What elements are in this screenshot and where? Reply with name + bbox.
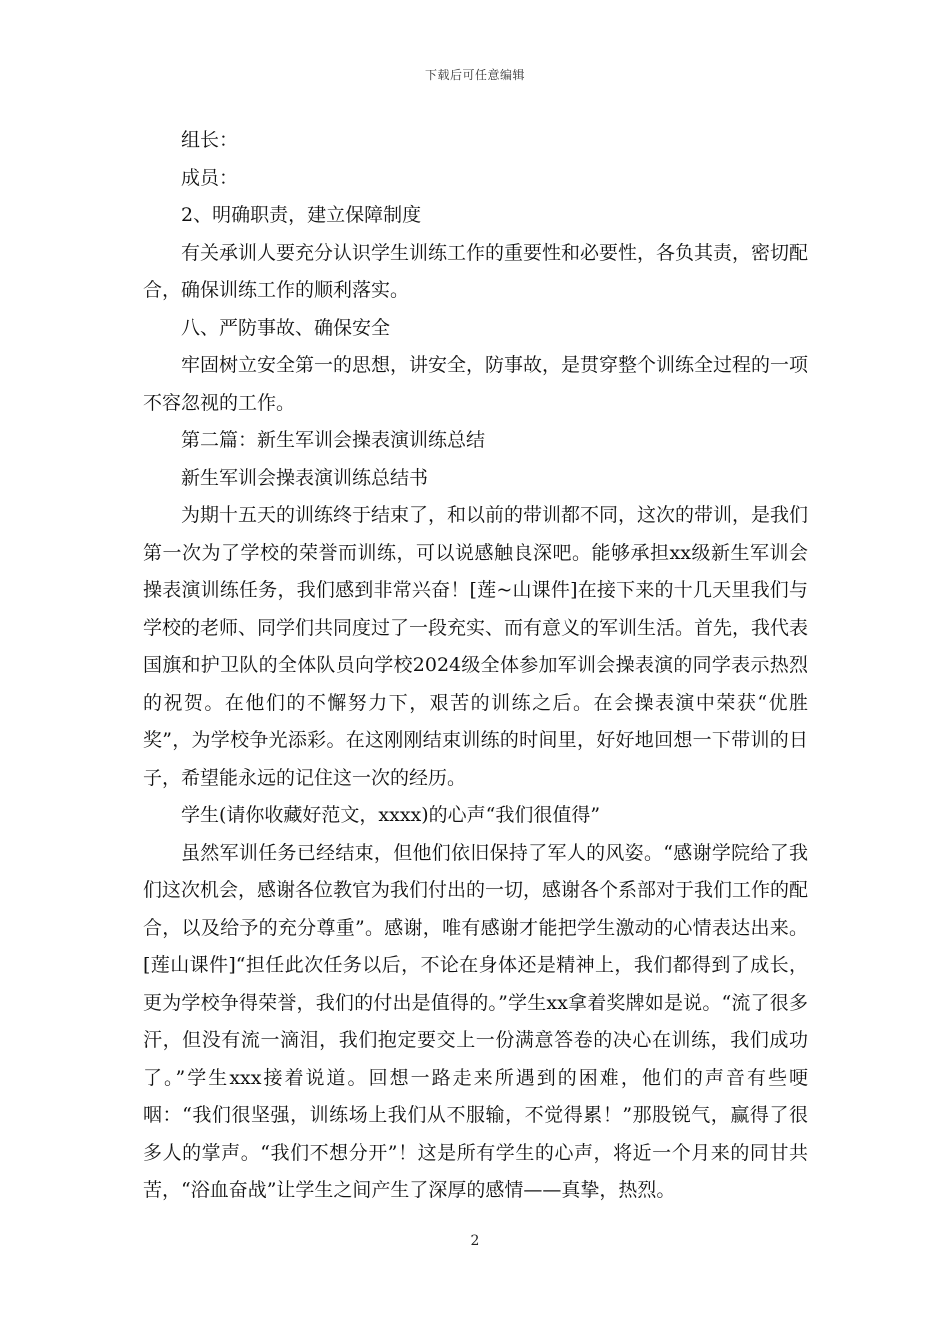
page-header: 下载后可任意编辑 <box>424 68 525 82</box>
paragraph-section-2: 2、明确职责，建立保障制度 <box>181 204 422 226</box>
page-number: 2 <box>470 1233 480 1249</box>
paragraph-responsibility: 有关承训人要充分认识学生训练工作的重要性和必要性，各负其责，密切配合，确保训练工作的顺利落实。 <box>143 241 809 301</box>
paragraph-chapter-title: 第二篇：新生军训会操表演训练总结 <box>181 429 486 451</box>
paragraph-members: 成员： <box>181 166 239 189</box>
document-body <box>143 122 808 1210</box>
paragraph-section-8: 八、严防事故、确保安全 <box>181 316 391 339</box>
paragraph-summary-title: 新生军训会操表演训练总结书 <box>181 466 429 489</box>
paragraph-safety: 牢固树立安全第一的思想，讲安全，防事故，是贯穿整个训练全过程的一项不容忽视的工作。 <box>143 354 809 414</box>
paragraph-training-summary: 为期十五天的训练终于结束了，和以前的带训都不同，这次的带训，是我们第一次为了学校的荣誉而训练，可以说感触良深吧。能够承担xx级新生军训会操表演训练任务，我们感到非常兴奋！[莲~山课件]在接下来的十几天里我们与学校的老师、同学们共同度过了一段充实、而有意义的军训生活。首先，我代表国旗和护卫队的全体队员向学校2024级全体参加军训会操表演的同学表示热烈的祝贺。在他们的不懈努力下，艰苦的训练之后。在会操表演中荣获“优胜奖”，为学校争光添彩。在这刚刚结束训练的时间里，好好地回想一下带训的日子，希望能永远的记住这一次的经历。 <box>143 504 809 789</box>
paragraph-student-voice: 虽然军训任务已经结束，但他们依旧保持了军人的风姿。“感谢学院给了我们这次机会，感谢各位教官为我们付出的一切，感谢各个系部对于我们工作的配合，以及给予的充分尊重”。感谢，唯有感谢才能把学生激动的心情表达出来。[莲山课件]“担任此次任务以后，不论在身体还是精神上，我们都得到了成长，更为学校争得荣誉，我们的付出是值得的。”学生xx拿着奖牌如是说。“流了很多汗，但没有流一滴泪，我们抱定要交上一份满意答卷的决心在训练，我们成功了。”学生xxx接着说道。回想一路走来所遇到的困难，他们的声音有些哽咽：“我们很坚强，训练场上我们从不服输，不觉得累！”那股锐气，赢得了很多人的掌声。“我们不想分开”！这是所有学生的心声，将近一个月来的同甘共苦，“浴血奋战”让学生之间产生了深厚的感情——真挚，热烈。 <box>143 841 809 1201</box>
paragraph-leader: 组长： <box>181 129 239 151</box>
paragraph-student-voice-heading: 学生(请你收藏好范文，xxxx)的心声“我们很值得” <box>181 804 601 826</box>
